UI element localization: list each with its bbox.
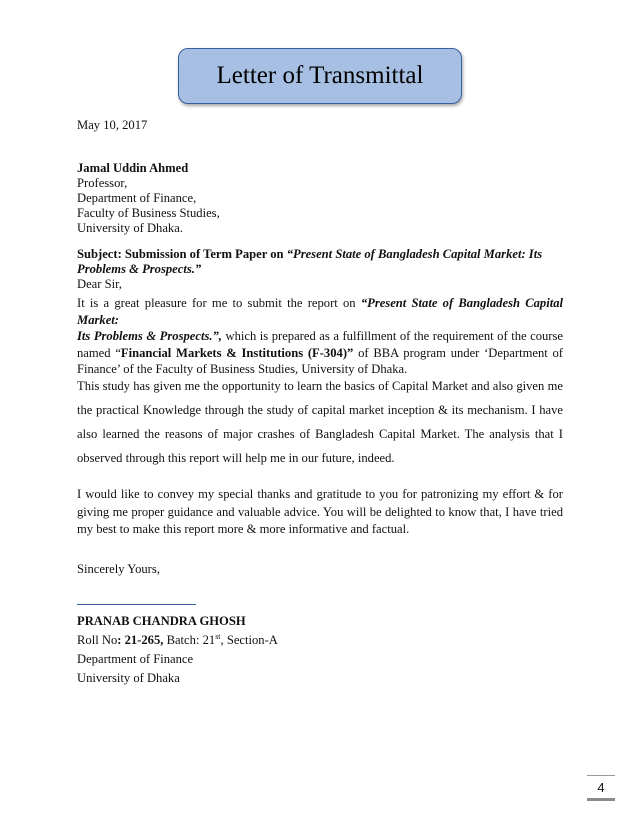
- para2-line: the practical Knowledge through the study of capital market inception & its mechanism. I have: [77, 403, 563, 417]
- para3-line: my best to make this report more & more informative and factual.: [77, 522, 410, 536]
- sender-department: Department of Finance: [77, 652, 194, 666]
- letter-title: Letter of Transmittal: [216, 62, 424, 89]
- paragraph-1: [77, 295, 563, 378]
- subject-title-cont: Problems & Prospects.”: [77, 262, 202, 276]
- recipient-line: Professor,: [77, 176, 128, 190]
- salutation: Dear Sir,: [77, 277, 122, 291]
- page-number-text: 4: [597, 779, 605, 795]
- paragraph-2: [77, 374, 563, 470]
- recipient-line: University of Dhaka.: [77, 221, 183, 235]
- para2-line: also learned the reasons of major crashes of Bangladesh Capital Market. The analysis that I: [77, 427, 563, 441]
- sender-block: [77, 612, 563, 688]
- report-title: “Present State of Bangladesh Capital Market:: [77, 296, 563, 327]
- paragraph-3: [77, 486, 563, 539]
- title-box: [178, 48, 462, 104]
- sender-name: PRANAB CHANDRA GHOSH: [77, 614, 246, 628]
- page-number: [587, 775, 615, 798]
- section-text: , Section-A: [220, 633, 278, 647]
- closing-text: Sincerely Yours,: [77, 562, 160, 576]
- sender-university: University of Dhaka: [77, 671, 180, 685]
- date-text: May 10, 2017: [77, 118, 148, 132]
- recipient-block: [77, 161, 563, 236]
- para2-line: observed through this report will help me in our future, indeed.: [77, 451, 395, 465]
- para1-text: Finance’ of the Faculty of Business Studies, University of Dhaka.: [77, 362, 408, 376]
- para3-line: giving me proper guidance and valuable advice. You will be delighted to know that, I have tried: [77, 504, 563, 519]
- signature-line: [77, 604, 196, 605]
- closing: [77, 562, 563, 577]
- course-name: Financial Markets & Institutions (F-304)”: [120, 345, 354, 360]
- page-number-bar: [587, 798, 615, 801]
- recipient-line: Faculty of Business Studies,: [77, 206, 220, 220]
- report-title-cont: Its Problems & Prospects.”,: [77, 329, 222, 343]
- subject-block: [77, 247, 563, 292]
- recipient-line: Department of Finance,: [77, 191, 197, 205]
- para1-text: named “: [77, 345, 121, 360]
- para1-text: of BBA program under ‘Department of: [353, 345, 563, 360]
- subject-prefix: Subject: Submission of Term Paper on: [77, 247, 287, 261]
- para1-text: It is a great pleasure for me to submit the report on: [77, 296, 361, 310]
- recipient-name: Jamal Uddin Ahmed: [77, 161, 189, 175]
- para2-line: This study has given me the opportunity to learn the basics of Capital Market and also given me: [77, 379, 563, 393]
- roll-value: : 21-265,: [117, 633, 164, 647]
- subject-title: “Present State of Bangladesh Capital Market: Its: [286, 247, 543, 261]
- batch-suffix: st: [215, 631, 221, 641]
- para3-line: I would like to convey my special thanks and gratitude to you for patronizing my effort & for: [77, 487, 563, 501]
- roll-label: Roll No: [77, 633, 118, 647]
- para1-text: which is prepared as a fulfillment of the requirement of the course: [221, 329, 563, 343]
- batch-label: Batch: 21: [163, 633, 216, 647]
- letter-date: [77, 118, 563, 133]
